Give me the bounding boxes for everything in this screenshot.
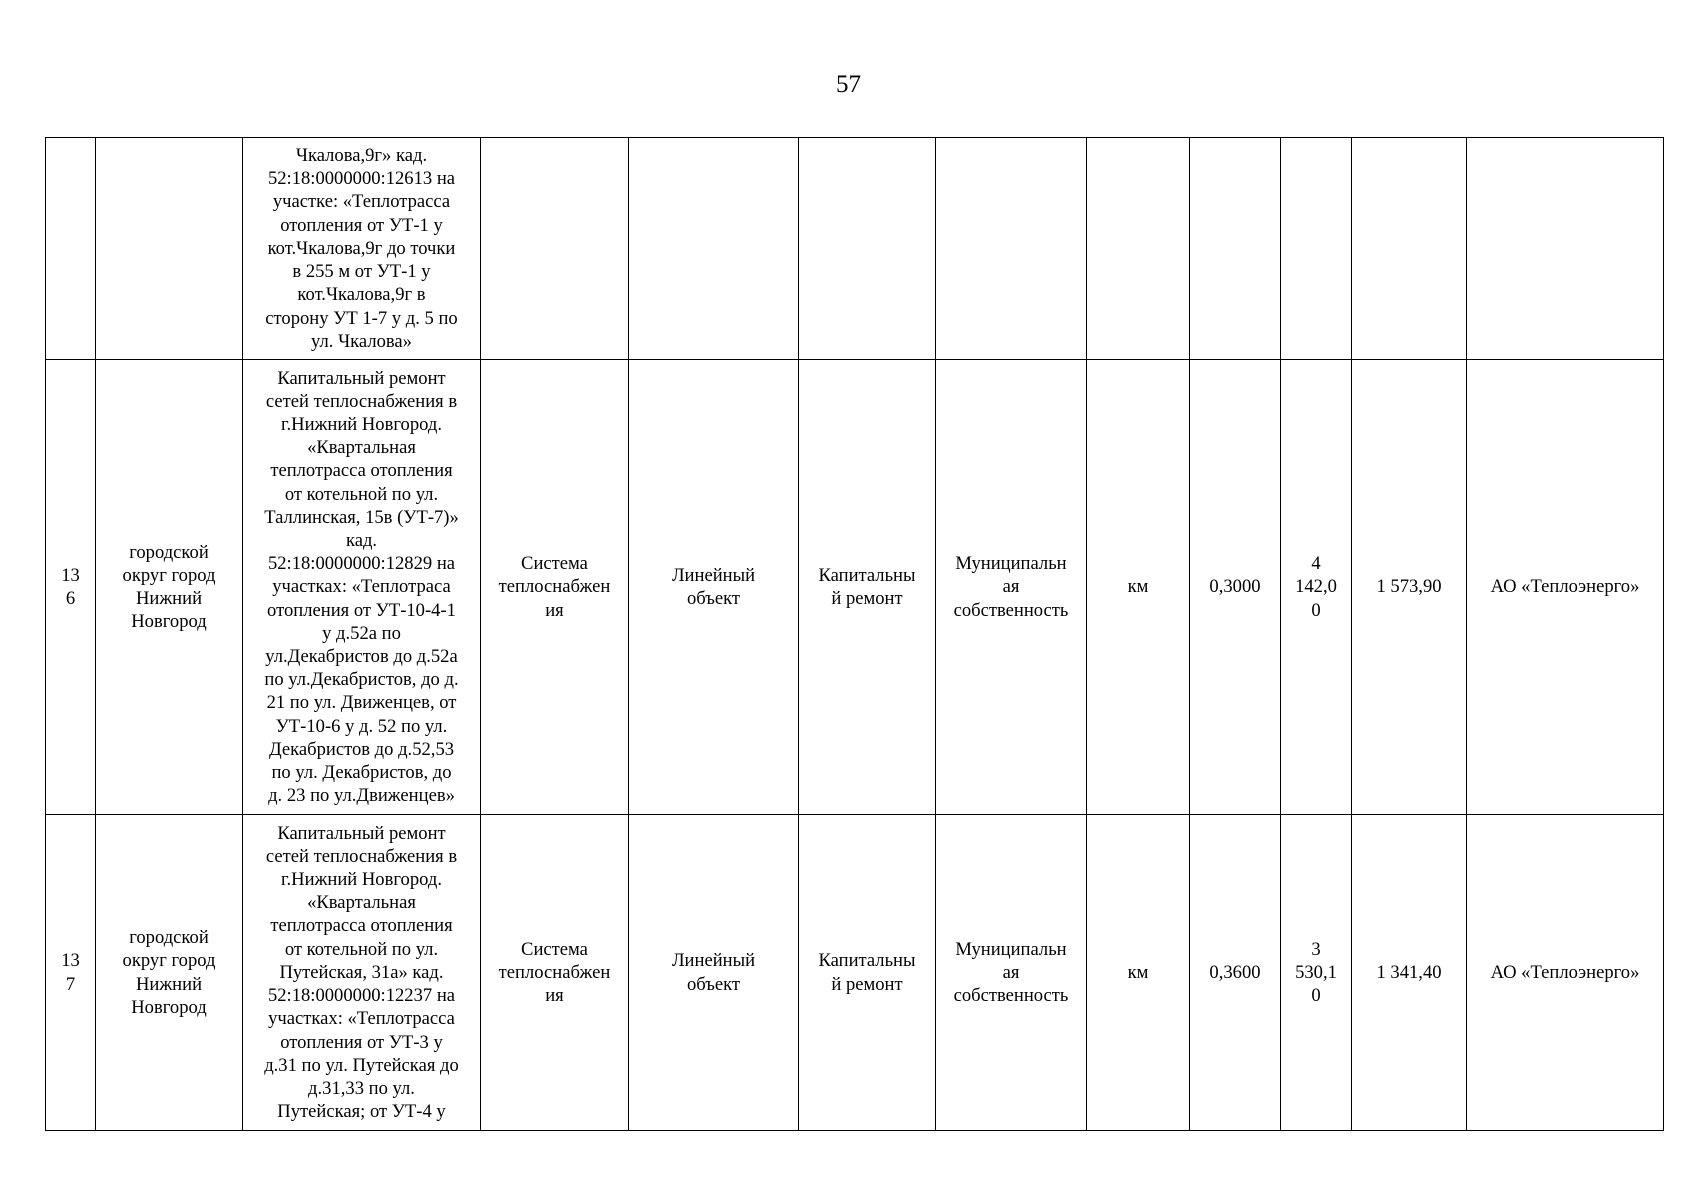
cell-text-line: сторону УТ 1-7 у д. 5 по bbox=[265, 307, 458, 329]
length-cell: 0,3600 bbox=[1190, 815, 1281, 1131]
cell-text-line: 52:18:0000000:12829 на bbox=[267, 553, 456, 575]
table-row bbox=[46, 360, 1664, 815]
cell-text-line: от котельной по ул. bbox=[284, 938, 439, 960]
cell-text-line: 52:18:0000000:12613 на bbox=[267, 168, 456, 190]
length-cell: 0,3000 bbox=[1190, 360, 1281, 815]
cell-text-line: д.31,33 по ул. bbox=[308, 1077, 415, 1099]
cell-text-line: собственность bbox=[953, 985, 1069, 1007]
cell-text-line: Таллинская, 15в (УТ-7)» bbox=[264, 506, 459, 528]
system-cell bbox=[481, 360, 629, 815]
cell-text-line: ул.Декабристов до д.52а bbox=[265, 646, 458, 667]
unit-cell bbox=[1087, 138, 1190, 360]
value-cell bbox=[1281, 815, 1352, 1131]
cell-text-line: объект bbox=[686, 973, 741, 995]
cell-text-line: «Квартальная bbox=[307, 437, 416, 459]
district-cell bbox=[96, 815, 243, 1131]
cell-text-line: Капитальны bbox=[818, 950, 916, 972]
cell-text-line: по ул.Декабристов, до д. bbox=[264, 669, 459, 691]
cell-text-line: Линейный bbox=[671, 950, 756, 972]
cell-text-line: сетей теплоснабжения в bbox=[265, 845, 458, 867]
cell-text-line: Муниципальн bbox=[955, 938, 1067, 960]
work-type-cell bbox=[799, 815, 936, 1131]
cell-text-line: Система bbox=[521, 553, 588, 575]
cost-cell bbox=[1352, 138, 1467, 360]
cell-text-line: теплотрасса отопления bbox=[270, 915, 453, 937]
page-number: 57 bbox=[836, 71, 861, 98]
cell-text-line: округ город bbox=[122, 564, 216, 586]
system-cell bbox=[481, 138, 629, 360]
cell-text-line: теплотрасса отопления bbox=[270, 460, 453, 482]
cell-text-line: отопления от УТ-3 у bbox=[280, 1031, 443, 1053]
cell-text-line: Линейный bbox=[671, 564, 756, 586]
row-number-cell bbox=[46, 138, 96, 360]
work-type-cell bbox=[799, 360, 936, 815]
cell-text-line: УТ-10-6 у д. 52 по ул. bbox=[275, 715, 448, 737]
projects-table bbox=[45, 137, 1664, 1131]
cell-text-line: участках: «Теплотраса bbox=[272, 576, 451, 598]
work-type-cell bbox=[799, 138, 936, 360]
cost-cell: 1 341,40 bbox=[1352, 815, 1467, 1131]
cell-text-line: кот.Чкалова,9г в bbox=[297, 284, 426, 306]
cell-text-line: й ремонт bbox=[831, 588, 903, 609]
cell-text-line: Нижний bbox=[135, 588, 203, 609]
value-cell bbox=[1281, 138, 1352, 360]
length-cell bbox=[1190, 138, 1281, 360]
row-number-cell bbox=[46, 360, 96, 815]
description-cell bbox=[243, 815, 481, 1131]
cell-text-line: ия bbox=[545, 599, 564, 621]
cell-text-line: Капитальный ремонт bbox=[277, 822, 446, 844]
cell-text-line: отопления от УТ-1 у bbox=[280, 214, 443, 236]
cell-text-line: 52:18:0000000:12237 на bbox=[267, 985, 456, 1007]
cell-text-line: д.31 по ул. Путейская до bbox=[264, 1054, 459, 1076]
cell-text-line: участке: «Теплотрасса bbox=[272, 191, 451, 213]
cell-text-line: «Квартальная bbox=[307, 892, 416, 914]
cell-text-line: Новгород bbox=[131, 996, 207, 1018]
cell-text-line: округ город bbox=[122, 950, 216, 972]
cell-text-line: объект bbox=[686, 588, 741, 609]
object-type-cell bbox=[629, 360, 799, 815]
cell-text-line: сетей теплоснабжения в bbox=[265, 390, 458, 412]
cell-text-line: Система bbox=[521, 938, 588, 960]
cell-text-line: у д.52а по bbox=[322, 622, 401, 644]
description-cell bbox=[243, 138, 481, 360]
cell-text-line: Капитальный ремонт bbox=[277, 367, 446, 389]
system-cell bbox=[481, 815, 629, 1131]
cell-text-line: 4 bbox=[1311, 553, 1321, 575]
cell-text-line: ая bbox=[1002, 961, 1020, 983]
cell-text-line: 6 bbox=[65, 588, 76, 609]
cell-text-line: по ул. Декабристов, до bbox=[271, 762, 452, 784]
cell-text-line: кад. bbox=[345, 529, 378, 551]
table-row bbox=[46, 815, 1664, 1131]
cell-text-line: городской bbox=[129, 541, 209, 563]
cell-text-line: кот.Чкалова,9г до точки bbox=[267, 237, 456, 259]
cell-text-line: 21 по ул. Движенцев, от bbox=[266, 692, 457, 714]
table-row bbox=[46, 138, 1664, 360]
organization-cell: АО «Теплоэнерго» bbox=[1467, 815, 1664, 1131]
cell-text-line: Путейская, 31а» кад. bbox=[279, 961, 444, 983]
unit-cell: км bbox=[1087, 360, 1190, 815]
cell-text-line: Капитальны bbox=[818, 564, 916, 586]
cell-text-line: Чкалова,9г» кад. bbox=[295, 145, 428, 167]
cell-text-line: г.Нижний Новгород. bbox=[280, 413, 443, 435]
cell-text-line: 142,0 bbox=[1295, 576, 1337, 598]
cell-text-line: в 255 м от УТ-1 у bbox=[292, 261, 431, 283]
cell-text-line: 530,1 bbox=[1295, 961, 1337, 983]
row-number-cell bbox=[46, 815, 96, 1131]
cell-text-line: й ремонт bbox=[831, 973, 903, 995]
cell-text-line: 13 bbox=[61, 564, 80, 586]
value-cell bbox=[1281, 360, 1352, 815]
cell-text-line: г.Нижний Новгород. bbox=[280, 869, 443, 891]
description-cell bbox=[243, 360, 481, 815]
district-cell bbox=[96, 360, 243, 815]
cell-text-line: ая bbox=[1002, 576, 1020, 598]
object-type-cell bbox=[629, 138, 799, 360]
cell-text-line: 0 bbox=[1311, 599, 1321, 621]
ownership-cell bbox=[936, 815, 1087, 1131]
organization-cell: АО «Теплоэнерго» bbox=[1467, 360, 1664, 815]
cell-text-line: Путейская; от УТ-4 у bbox=[277, 1101, 446, 1123]
unit-cell: км bbox=[1087, 815, 1190, 1131]
cell-text-line: Нижний bbox=[135, 973, 203, 995]
cell-text-line: 7 bbox=[65, 973, 76, 995]
district-cell bbox=[96, 138, 243, 360]
cell-text-line: д. 23 по ул.Движенцев» bbox=[268, 785, 455, 807]
cell-text-line: ул. Чкалова» bbox=[311, 330, 412, 352]
cell-text-line: Муниципальн bbox=[955, 553, 1067, 575]
cost-cell: 1 573,90 bbox=[1352, 360, 1467, 815]
ownership-cell bbox=[936, 138, 1087, 360]
cell-text-line: Новгород bbox=[131, 611, 207, 633]
cell-text-line: участках: «Теплотрасса bbox=[268, 1008, 455, 1030]
object-type-cell bbox=[629, 815, 799, 1131]
organization-cell bbox=[1467, 138, 1664, 360]
cell-text-line: теплоснабжен bbox=[498, 576, 611, 598]
cell-text-line: ия bbox=[545, 985, 564, 1007]
cell-text-line: 3 bbox=[1311, 938, 1321, 960]
cell-text-line: от котельной по ул. bbox=[284, 483, 439, 505]
cell-text-line: Декабристов до д.52,53 bbox=[268, 738, 455, 760]
cell-text-line: отопления от УТ-10-4-1 bbox=[267, 599, 456, 621]
ownership-cell bbox=[936, 360, 1087, 815]
cell-text-line: теплоснабжен bbox=[498, 961, 611, 983]
cell-text-line: 13 bbox=[61, 950, 80, 972]
cell-text-line: городской bbox=[129, 927, 209, 949]
cell-text-line: 0 bbox=[1311, 985, 1321, 1007]
cell-text-line: собственность bbox=[953, 599, 1069, 621]
